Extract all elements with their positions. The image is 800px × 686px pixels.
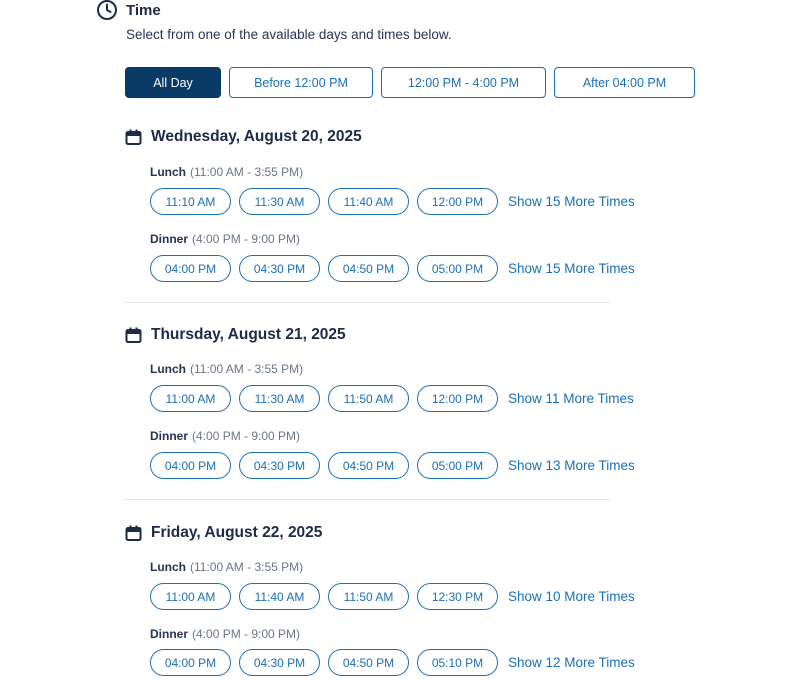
time-slot-button[interactable]: 12:00 PM	[417, 188, 498, 215]
meal-name: Dinner	[150, 627, 189, 641]
meal-label-lunch	[150, 165, 303, 179]
day-divider	[125, 499, 610, 500]
meal-hours: (11:00 AM - 3:55 PM)	[190, 362, 304, 376]
meal-hours: (11:00 AM - 3:55 PM)	[190, 165, 304, 179]
calendar-icon	[125, 129, 142, 146]
time-slot-button[interactable]: 04:00 PM	[150, 649, 231, 676]
time-slot-button[interactable]: 04:30 PM	[239, 649, 320, 676]
show-more-times-link[interactable]: Show 10 More Times	[508, 589, 635, 604]
day-group	[125, 325, 635, 505]
calendar-icon	[125, 327, 142, 344]
dinner-time-slots	[150, 649, 635, 676]
time-slot-button[interactable]: 11:50 AM	[328, 583, 409, 610]
dinner-time-slots	[150, 255, 635, 282]
time-slot-button[interactable]: 05:10 PM	[417, 649, 498, 676]
lunch-time-slots	[150, 583, 635, 610]
day-group	[125, 523, 635, 686]
time-slot-button[interactable]: 11:00 AM	[150, 583, 231, 610]
time-section-header	[96, 0, 161, 20]
day-date: Wednesday, August 20, 2025	[151, 128, 362, 145]
day-date: Friday, August 22, 2025	[151, 524, 323, 541]
time-slot-button[interactable]: 11:30 AM	[239, 385, 320, 412]
section-subtitle: Select from one of the available days and times below.	[126, 27, 452, 42]
time-slot-button[interactable]: 04:30 PM	[239, 452, 320, 479]
filter-noon-to-four-button[interactable]: 12:00 PM - 4:00 PM	[381, 67, 546, 98]
dinner-time-slots	[150, 452, 635, 479]
show-more-times-link[interactable]: Show 15 More Times	[508, 261, 635, 276]
time-slot-button[interactable]: 11:40 AM	[328, 188, 409, 215]
day-group	[125, 127, 635, 307]
show-more-times-link[interactable]: Show 11 More Times	[508, 391, 634, 406]
meal-hours: (4:00 PM - 9:00 PM)	[192, 429, 301, 443]
lunch-time-slots	[150, 188, 635, 215]
time-slot-button[interactable]: 12:30 PM	[417, 583, 498, 610]
meal-hours: (4:00 PM - 9:00 PM)	[192, 627, 301, 641]
time-slot-button[interactable]: 04:50 PM	[328, 255, 409, 282]
day-header	[125, 127, 610, 147]
meal-name: Lunch	[150, 362, 186, 376]
show-more-times-link[interactable]: Show 12 More Times	[508, 655, 635, 670]
time-slot-button[interactable]: 04:00 PM	[150, 452, 231, 479]
time-slot-button[interactable]: 04:50 PM	[328, 452, 409, 479]
show-more-times-link[interactable]: Show 15 More Times	[508, 194, 635, 209]
filter-before-noon-button[interactable]: Before 12:00 PM	[229, 67, 373, 98]
time-slot-button[interactable]: 04:50 PM	[328, 649, 409, 676]
clock-icon	[96, 0, 118, 21]
time-slot-button[interactable]: 05:00 PM	[417, 255, 498, 282]
meal-label-dinner	[150, 627, 300, 641]
show-more-times-link[interactable]: Show 13 More Times	[508, 458, 635, 473]
time-slot-button[interactable]: 11:00 AM	[150, 385, 231, 412]
time-slot-button[interactable]: 11:40 AM	[239, 583, 320, 610]
meal-hours: (11:00 AM - 3:55 PM)	[190, 560, 304, 574]
meal-name: Lunch	[150, 560, 186, 574]
time-slot-button[interactable]: 11:10 AM	[150, 188, 231, 215]
day-date: Thursday, August 21, 2025	[151, 326, 346, 343]
time-slot-button[interactable]: 11:30 AM	[239, 188, 320, 215]
day-header	[125, 325, 610, 345]
calendar-icon	[125, 525, 142, 542]
meal-label-dinner	[150, 232, 300, 246]
meal-label-dinner	[150, 429, 300, 443]
meal-name: Dinner	[150, 429, 189, 443]
day-header	[125, 523, 610, 543]
meal-name: Dinner	[150, 232, 189, 246]
time-slot-button[interactable]: 05:00 PM	[417, 452, 498, 479]
meal-hours: (4:00 PM - 9:00 PM)	[192, 232, 301, 246]
meal-label-lunch	[150, 560, 303, 574]
time-slot-button[interactable]: 04:00 PM	[150, 255, 231, 282]
time-slot-button[interactable]: 11:50 AM	[328, 385, 409, 412]
meal-name: Lunch	[150, 165, 186, 179]
day-divider	[125, 302, 610, 303]
lunch-time-slots	[150, 385, 634, 412]
time-slot-button[interactable]: 04:30 PM	[239, 255, 320, 282]
section-title: Time	[126, 1, 161, 19]
time-filter-group	[125, 67, 703, 98]
time-slot-button[interactable]: 12:00 PM	[417, 385, 498, 412]
meal-label-lunch	[150, 362, 303, 376]
filter-after-four-button[interactable]: After 04:00 PM	[554, 67, 695, 98]
filter-all-day-button[interactable]: All Day	[125, 67, 221, 98]
